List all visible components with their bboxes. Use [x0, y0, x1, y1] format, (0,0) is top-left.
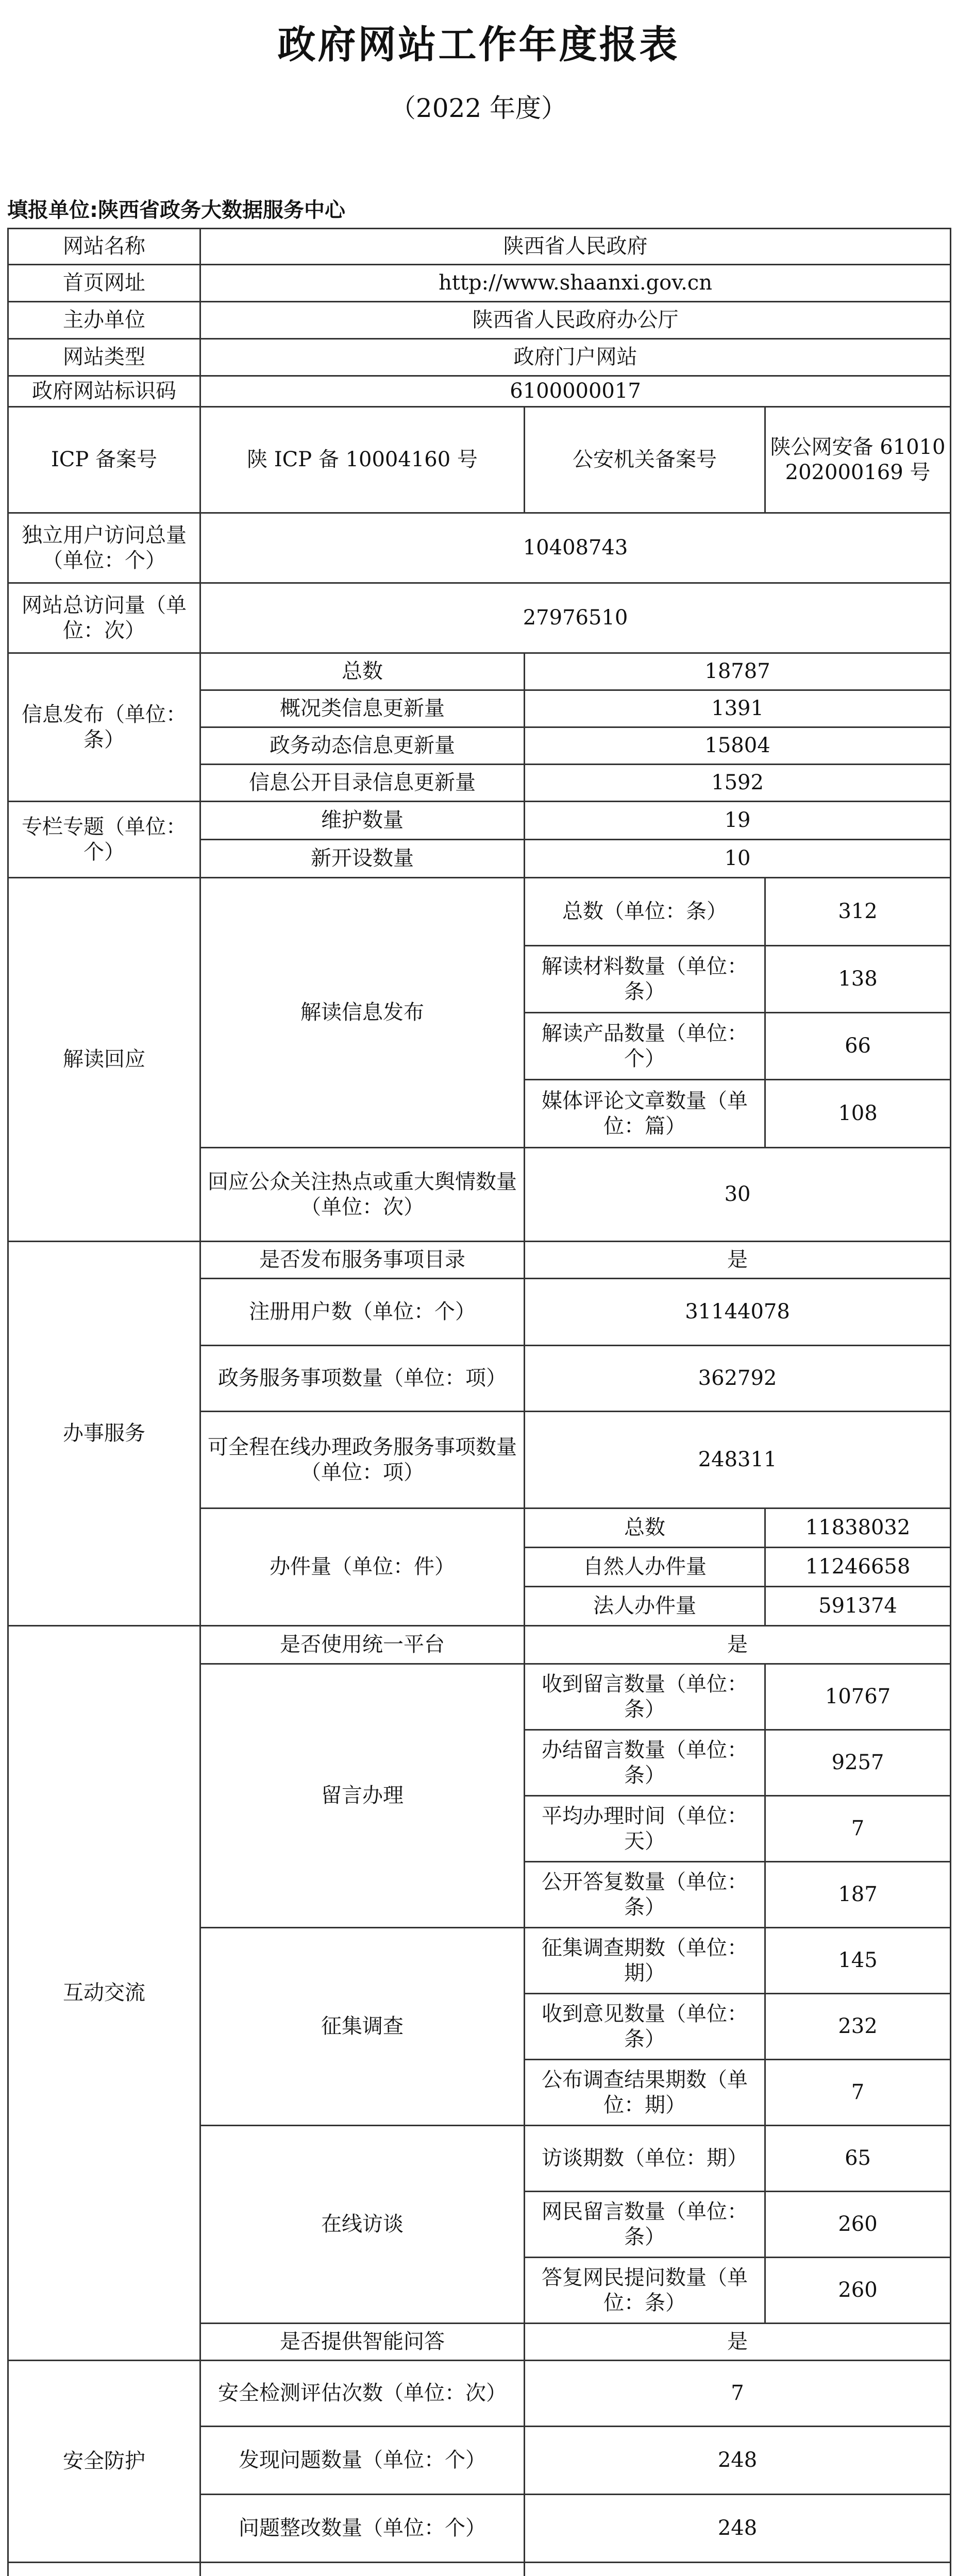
value-cell: 陕公网安备 61010202000169 号 — [765, 407, 951, 513]
row-interpret-total — [8, 878, 951, 946]
value-cell: 108 — [765, 1080, 951, 1148]
label-cell: 收到留言数量（单位：条） — [525, 1664, 765, 1730]
value-cell: 31144078 — [525, 1279, 951, 1346]
report-title: 政府网站工作年度报表 — [277, 23, 680, 67]
label-cell: 征集调查 — [200, 1928, 525, 2126]
label-cell: 收到意见数量（单位：条） — [525, 1994, 765, 2060]
label-cell: 政务服务事项数量（单位：项） — [200, 1346, 525, 1412]
report-table — [7, 228, 951, 2576]
label-cell: 在线访谈 — [200, 2126, 525, 2324]
value-cell: 260 — [765, 2258, 951, 2324]
label-cell: 网站名称 — [8, 229, 200, 265]
label-cell: 公布调查结果期数（单位：期） — [525, 2060, 765, 2126]
label-cell: 问题整改数量（单位：个） — [200, 2495, 525, 2563]
row-unique-visitors — [8, 513, 951, 583]
value-cell: 30 — [525, 1148, 951, 1242]
label-cell: 安全检测评估次数（单位：次） — [200, 2361, 525, 2427]
label-cell: 解读产品数量（单位：个） — [525, 1013, 765, 1080]
label-cell: ICP 备案号 — [8, 407, 200, 513]
value-cell: 66 — [765, 1013, 951, 1080]
label-cell: 访谈期数（单位：期） — [525, 2126, 765, 2192]
label-cell: 概况类信息更新量 — [200, 690, 525, 727]
row-site-type — [8, 339, 951, 376]
label-cell: 注册用户数（单位：个） — [200, 1279, 525, 1346]
label-cell: 媒体评论文章数量（单位：篇） — [525, 1080, 765, 1148]
row-page-views — [8, 583, 951, 653]
value-cell: 10408743 — [200, 513, 951, 583]
row-info-total — [8, 653, 951, 690]
value-cell: 7 — [765, 1796, 951, 1862]
section-service: 办事服务 — [8, 1242, 200, 1626]
label-cell: 总数 — [525, 1509, 765, 1548]
value-cell: 19 — [525, 802, 951, 840]
value-cell — [525, 2563, 951, 2576]
value-cell: 18787 — [525, 653, 951, 690]
label-cell: 公开答复数量（单位：条） — [525, 1862, 765, 1928]
value-cell: 是 — [525, 1626, 951, 1664]
label-cell: 是否提供智能问答 — [200, 2324, 525, 2361]
section-interaction: 互动交流 — [8, 1626, 200, 2361]
section-info: 信息发布（单位：条） — [8, 653, 200, 802]
section-security: 安全防护 — [8, 2361, 200, 2563]
label-cell: 信息公开目录信息更新量 — [200, 765, 525, 802]
value-cell: 11246658 — [765, 1548, 951, 1587]
blank-cell — [8, 2563, 200, 2576]
label-cell: 主办单位 — [8, 302, 200, 339]
value-cell: 1391 — [525, 690, 951, 727]
label-cell: 答复网民提问数量（单位：条） — [525, 2258, 765, 2324]
label-cell: 政府网站标识码 — [8, 376, 200, 407]
value-cell: 15804 — [525, 727, 951, 765]
label-cell: 总数（单位：条） — [525, 878, 765, 946]
label-cell: 平均办理时间（单位：天） — [525, 1796, 765, 1862]
homepage-url: http://www.shaanxi.gov.cn — [200, 265, 951, 302]
section-topics: 专栏专题（单位：个） — [8, 802, 200, 878]
value-cell: 362792 — [525, 1346, 951, 1412]
row-homepage — [8, 265, 951, 302]
label-cell: 新开设数量 — [200, 840, 525, 878]
row-security-eval — [8, 2361, 951, 2427]
value-cell: 6100000017 — [200, 376, 951, 407]
value-cell: 65 — [765, 2126, 951, 2192]
value-cell: 187 — [765, 1862, 951, 1928]
label-cell: 网民留言数量（单位：条） — [525, 2192, 765, 2258]
value-cell: 陕 ICP 备 10004160 号 — [200, 407, 525, 513]
label-cell: 回应公众关注热点或重大舆情数量（单位：次） — [200, 1148, 525, 1242]
value-cell: 591374 — [765, 1587, 951, 1626]
label-cell: 发现问题数量（单位：个） — [200, 2427, 525, 2495]
label-cell — [200, 2563, 525, 2576]
row-security-monitor — [8, 2563, 951, 2576]
row-icp — [8, 407, 951, 513]
label-cell: 公安机关备案号 — [525, 407, 765, 513]
label-cell: 网站总访问量（单位：次） — [8, 583, 200, 653]
label-cell: 政务动态信息更新量 — [200, 727, 525, 765]
row-site-name — [8, 229, 951, 265]
label-cell: 办结留言数量（单位：条） — [525, 1730, 765, 1796]
label-cell: 法人办件量 — [525, 1587, 765, 1626]
row-service-catalog — [8, 1242, 951, 1279]
value-cell: 9257 — [765, 1730, 951, 1796]
value-cell: 7 — [525, 2361, 951, 2427]
label-cell: 维护数量 — [200, 802, 525, 840]
value-cell: 27976510 — [200, 583, 951, 653]
reporting-unit: 填报单位:陕西省政务大数据服务中心 — [7, 198, 345, 222]
value-cell: 248 — [525, 2495, 951, 2563]
label-cell: 是否使用统一平台 — [200, 1626, 525, 1664]
value-cell: 248 — [525, 2427, 951, 2495]
label-cell: 可全程在线办理政务服务事项数量（单位：项） — [200, 1412, 525, 1509]
label-cell: 总数 — [200, 653, 525, 690]
value-cell: 10767 — [765, 1664, 951, 1730]
value-cell: 312 — [765, 878, 951, 946]
row-topics-maintain — [8, 802, 951, 840]
label-cell: 办件量（单位：件） — [200, 1509, 525, 1626]
value-cell: 政府门户网站 — [200, 339, 951, 376]
row-sponsor — [8, 302, 951, 339]
label-cell: 留言办理 — [200, 1664, 525, 1928]
report-year: （2022 年度） — [390, 93, 567, 123]
section-interpret: 解读回应 — [8, 878, 200, 1242]
label-cell: 解读材料数量（单位：条） — [525, 946, 765, 1013]
value-cell: 陕西省人民政府办公厅 — [200, 302, 951, 339]
row-site-code — [8, 376, 951, 407]
value-cell: 7 — [765, 2060, 951, 2126]
value-cell: 11838032 — [765, 1509, 951, 1548]
value-cell: 145 — [765, 1928, 951, 1994]
label-cell: 首页网址 — [8, 265, 200, 302]
value-cell: 陕西省人民政府 — [200, 229, 951, 265]
label-cell: 解读信息发布 — [200, 878, 525, 1148]
value-cell: 1592 — [525, 765, 951, 802]
label-cell: 独立用户访问总量（单位：个） — [8, 513, 200, 583]
label-cell: 网站类型 — [8, 339, 200, 376]
value-cell: 260 — [765, 2192, 951, 2258]
label-cell: 征集调查期数（单位：期） — [525, 1928, 765, 1994]
value-cell: 10 — [525, 840, 951, 878]
value-cell: 是 — [525, 1242, 951, 1279]
value-cell: 248311 — [525, 1412, 951, 1509]
value-cell: 是 — [525, 2324, 951, 2361]
value-cell: 138 — [765, 946, 951, 1013]
row-platform — [8, 1626, 951, 1664]
label-cell: 是否发布服务事项目录 — [200, 1242, 525, 1279]
label-cell: 自然人办件量 — [525, 1548, 765, 1587]
value-cell: 232 — [765, 1994, 951, 2060]
